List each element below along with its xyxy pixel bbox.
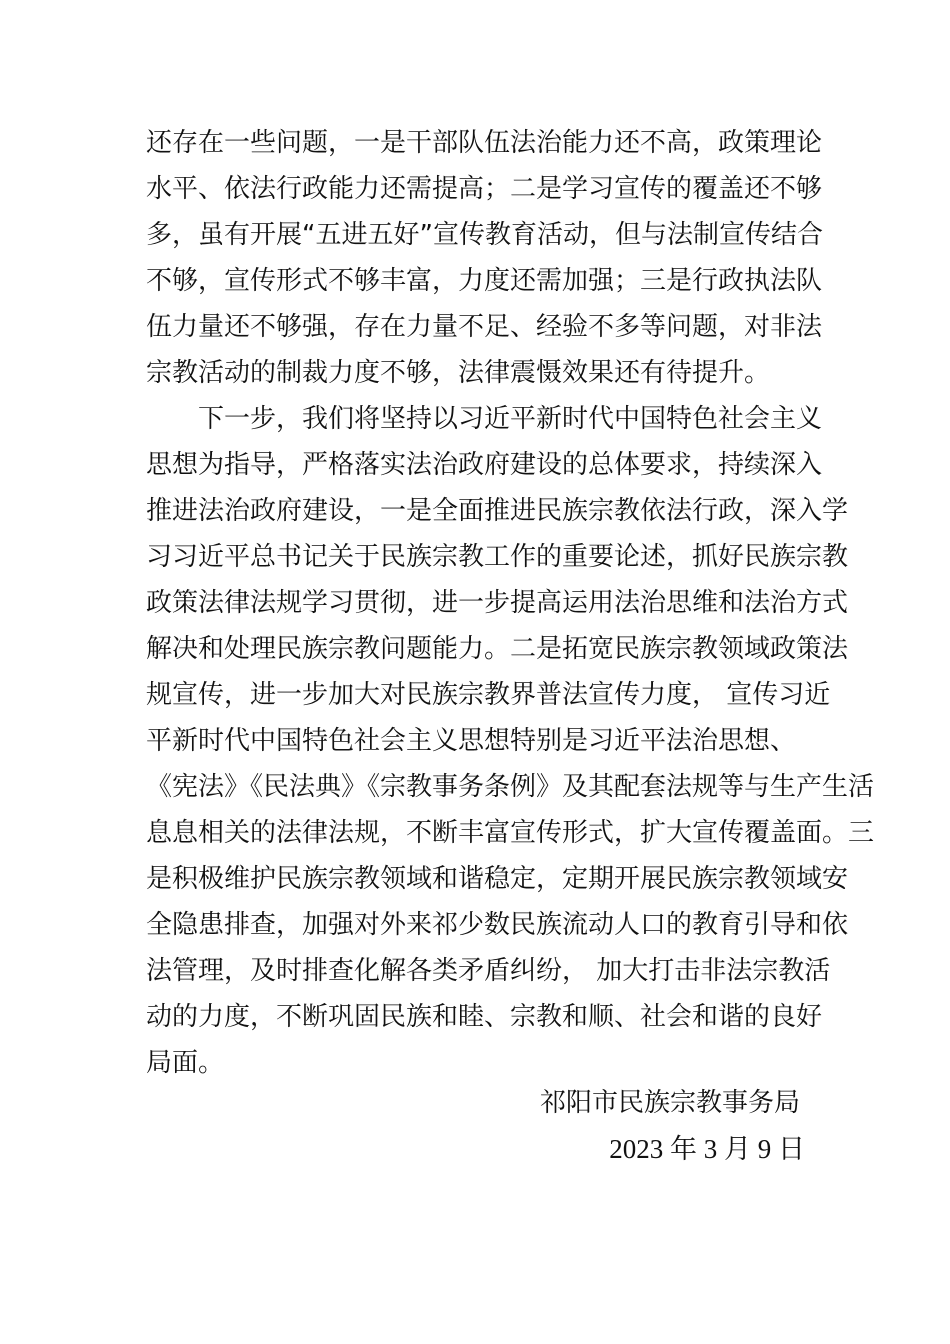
- paragraph-2-line-8: 平新时代中国特色社会主义思想特别是习近平法治思想、: [146, 726, 797, 756]
- paragraph-2-line-10: 息息相关的法律法规，不断丰富宣传形式，扩大宣传覆盖面。三: [146, 818, 875, 848]
- document-body: [146, 120, 875, 1086]
- paragraph-2-line-4: 习习近平总书记关于民族宗教工作的重要论述，抓好民族宗教: [146, 542, 849, 572]
- paragraph-1-line-5: 伍力量还不够强，存在力量不足、经验不多等问题，对非法: [146, 312, 823, 342]
- paragraph-2-line-5: 政策法律法规学习贯彻，进一步提高运用法治思维和法治方式: [146, 588, 849, 618]
- paragraph-1-line-4: 不够，宣传形式不够丰富，力度还需加强；三是行政执法队: [146, 266, 823, 296]
- paragraph-2-line-14: 动的力度，不断巩固民族和睦、宗教和顺、社会和谐的良好: [146, 1002, 823, 1032]
- signature-date: 2023 年 3 月 9 日: [609, 1134, 805, 1164]
- paragraph-1-line-6: 宗教活动的制裁力度不够，法律震慑效果还有待提升。: [146, 358, 771, 388]
- paragraph-2-line-7: 规宣传，进一步加大对民族宗教界普法宣传力度， 宣传习近: [146, 680, 831, 710]
- paragraph-1-line-3: 多，虽有开展“五进五好”宣传教育活动，但与法制宣传结合: [146, 220, 823, 250]
- signature-organization: 祁阳市民族宗教事务局: [539, 1088, 800, 1118]
- paragraph-2-line-15: 局面。: [146, 1048, 225, 1078]
- paragraph-2-line-13: 法管理，及时排查化解各类矛盾纠纷， 加大打击非法宗教活: [146, 956, 831, 986]
- paragraph-2-line-2: 思想为指导，严格落实法治政府建设的总体要求，持续深入: [146, 450, 823, 480]
- paragraph-2-line-1: 下一步，我们将坚持以习近平新时代中国特色社会主义: [198, 404, 823, 434]
- paragraph-2-line-9: 《宪法》《民法典》《宗教事务条例》及其配套法规等与生产生活: [146, 772, 875, 802]
- paragraph-2-line-6: 解决和处理民族宗教问题能力。二是拓宽民族宗教领域政策法: [146, 634, 849, 664]
- paragraph-1-line-1: 还存在一些问题，一是干部队伍法治能力还不高，政策理论: [146, 128, 823, 158]
- paragraph-1-line-2: 水平、依法行政能力还需提高；二是学习宣传的覆盖还不够: [146, 174, 823, 204]
- paragraph-2-line-11: 是积极维护民族宗教领域和谐稳定，定期开展民族宗教领域安: [146, 864, 849, 894]
- paragraph-2-line-12: 全隐患排查，加强对外来祁少数民族流动人口的教育引导和依: [146, 910, 849, 940]
- paragraph-2-line-3: 推进法治政府建设，一是全面推进民族宗教依法行政，深入学: [146, 496, 849, 526]
